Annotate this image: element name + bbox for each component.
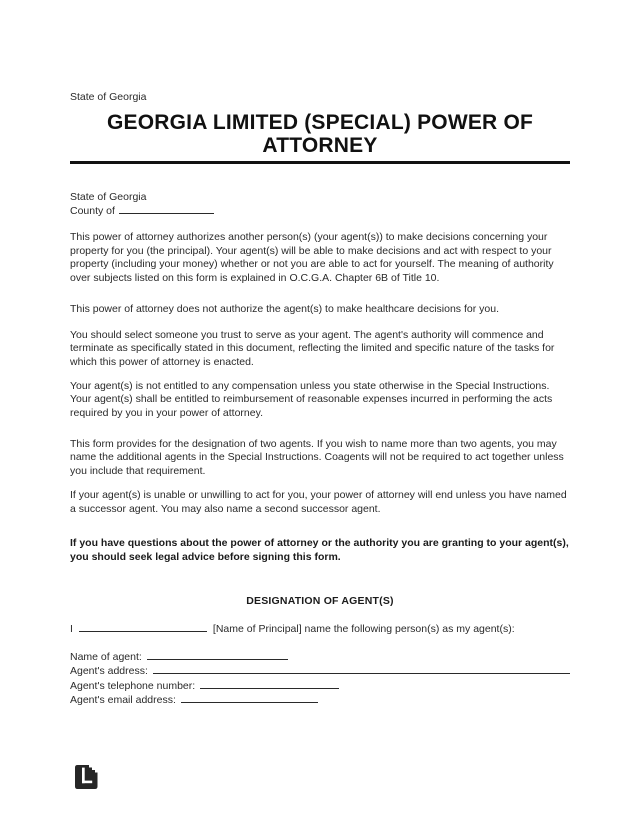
county-blank bbox=[119, 204, 214, 214]
paragraph-two-agents: This form provides for the designation of two agents. If you wish to name more than two agents, you may name the additional agents in the Special Instructions. Coagents will not be required to act together unless you include that requirement. bbox=[70, 437, 564, 478]
agent-fields bbox=[70, 650, 570, 708]
field-agent-telephone-blank bbox=[200, 679, 339, 689]
title-divider bbox=[70, 161, 570, 164]
paragraph-select-agent: You should select someone you trust to serve as your agent. The agent's authority will commence and terminate as specifically stated in this document, reflecting the limited and specific nature of the tasks for which this power of attorney is enacted. bbox=[70, 328, 555, 368]
top-state-label: State of Georgia bbox=[70, 91, 147, 103]
field-agent-address-label: Agent's address: bbox=[70, 665, 148, 678]
field-agent-name bbox=[70, 650, 570, 665]
principal-name-blank bbox=[79, 622, 207, 632]
field-agent-email-blank bbox=[181, 693, 318, 703]
principal-suffix: [Name of Principal] name the following person(s) as my agent(s): bbox=[212, 622, 515, 635]
field-agent-telephone-label: Agent's telephone number: bbox=[70, 679, 196, 692]
field-agent-address bbox=[70, 664, 570, 679]
legal-templates-logo-icon bbox=[75, 764, 99, 791]
paragraph-successor: If your agent(s) is unable or unwilling to act for you, your power of attorney will end unless you have named a successor agent. You may also name a second successor agent. bbox=[70, 488, 567, 515]
field-agent-telephone bbox=[70, 679, 570, 694]
document-title: GEORGIA LIMITED (SPECIAL) POWER OF ATTORNEY bbox=[106, 111, 534, 157]
field-agent-name-blank bbox=[147, 650, 288, 660]
county-line bbox=[70, 204, 570, 218]
state-line: State of Georgia bbox=[70, 191, 147, 203]
field-agent-email bbox=[70, 693, 570, 708]
legal-templates-logo bbox=[75, 764, 99, 791]
paragraph-compensation: Your agent(s) is not entitled to any compensation unless you state otherwise in the Special Instructions. Your agent(s) shall be entitled to reimbursement of reasonable expenses incurred in performing the acts required by you in your power of attorney. bbox=[70, 379, 553, 420]
county-label: County of bbox=[70, 205, 115, 217]
section-heading-designation: DESIGNATION OF AGENT(S) bbox=[246, 594, 394, 607]
principal-line bbox=[70, 622, 570, 636]
field-agent-name-label: Name of agent: bbox=[70, 650, 142, 663]
field-agent-email-label: Agent's email address: bbox=[70, 694, 176, 707]
paragraph-authority: This power of attorney authorizes another person(s) (your agent(s)) to make decisions concerning your property for you (the principal). Your agent(s) will be able to make decisions and act with respect to your property (including your money) whether or not you are able to act for yourself. The meaning of authority over subjects listed on this form is explained in O.C.G.A. Chapter 6B of Title 10. bbox=[70, 231, 554, 285]
legal-advice-notice: If you have questions about the power of attorney or the authority you are granting to your agent(s), you should seek legal advice before signing this form. bbox=[70, 537, 569, 563]
principal-prefix: I bbox=[70, 622, 73, 635]
paragraph-healthcare: This power of attorney does not authorize the agent(s) to make healthcare decisions for you. bbox=[70, 302, 499, 315]
state-county-block bbox=[70, 190, 570, 218]
field-agent-address-blank bbox=[153, 664, 570, 674]
